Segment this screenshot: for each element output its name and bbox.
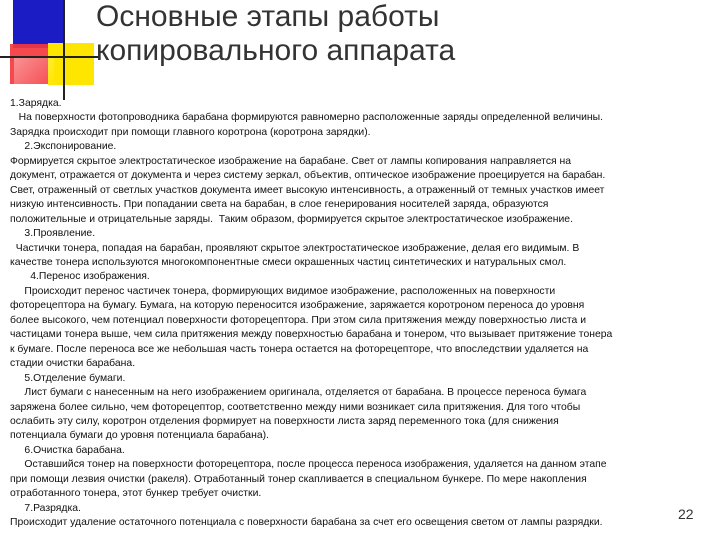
body-line: 3.Проявление. [10, 228, 96, 240]
body-line: Формируется скрытое электростатическое изображение на барабане. Свет от лампы копирования направляется на [10, 155, 572, 167]
body-line: 6.Очистка барабана. [10, 444, 125, 456]
highlight-shape [14, 58, 54, 86]
body-line: к бумаге. После переноса все же небольшая часть тонера остается на фоторецепторе, что впоследствии удаляется на [10, 343, 589, 355]
blue-square-shape [13, 0, 63, 48]
body-line: потенциала бумаги до уровня потенциала барабана). [10, 430, 269, 442]
body-line: качестве тонера используются многокомпонентные смеси окрашенных частиц синтетических и натуральных смол. [10, 256, 567, 268]
body-line: при помощи лезвия очистки (ракеля). Отработанный тонер скапливается в специальном бункере. По мере накопления [10, 473, 587, 485]
slide-body-text [10, 97, 715, 531]
body-line: Оставшийся тонер на поверхности фоторецептора, после процесса переноса изображения, удаляется на данном этапе [10, 459, 607, 471]
body-line: 7.Разрядка. [10, 502, 81, 514]
body-line: ослабить эту силу, коротрон отделения формирует на поверхности листа заряд переменного тока (для снижения [10, 415, 559, 427]
body-line: Происходит перенос частичек тонера, формирующих видимое изображение, расположенных на поверхности [10, 285, 556, 297]
body-line: заряжена более сильно, чем фоторецептор, соответственно между ними возникает сила притяжения. Для того чтобы [10, 401, 581, 413]
horizontal-line [0, 56, 100, 58]
body-line: 2.Экспонирование. [10, 141, 117, 153]
body-line: фоторецептора на бумагу. Бумага, на которую переносится изображение, заряжается коротроном переноса до уровня [10, 300, 585, 312]
body-line: 1.Зарядка. [10, 98, 62, 109]
body-line: Зарядка происходит при помощи главного коротрона (коротрона зарядки). [10, 126, 371, 138]
title-line-1: Основные этапы работы [96, 0, 440, 33]
page-number: 22 [678, 506, 694, 522]
yellow-square-shape [48, 43, 94, 85]
title-line-2: копировального аппарата [96, 34, 456, 67]
body-line: На поверхности фотопроводника барабана формируются равномерно расположенные заряды определенной величины. [10, 112, 604, 124]
body-line: Частички тонера, попадая на барабан, проявляют скрытое электростатическое изображение, делая его видимым. В [10, 242, 580, 254]
body-line: стадии очистки барабана. [10, 358, 136, 370]
vertical-line [63, 0, 65, 100]
body-line: 4.Перенос изображения. [10, 271, 150, 283]
body-line: низкую интенсивность. При попадании света на барабан, в слое генерирования носителей заряда, образуются [10, 199, 549, 211]
body-line: отработанного тонера, этот бункер требует очистки. [10, 488, 262, 500]
body-line: документ, отражается от документа и через систему зеркал, объектив, оптическое изображение проецируется на барабан. [10, 170, 606, 182]
logo-decoration [0, 0, 100, 100]
body-line: Свет, отраженный от светлых участков документа имеет высокую интенсивность, а отраженный от темных участков имеет [10, 184, 605, 196]
body-line: положительные и отрицательные заряды. Таким образом, формируется скрытое электростатическое изображение. [10, 213, 573, 225]
body-line: 5.Отделение бумаги. [10, 372, 126, 384]
body-line: Происходит удаление остаточного потенциала с поверхности барабана за счет его освещения светом от лампы разрядки. [10, 517, 603, 529]
body-line: Лист бумаги с нанесенным на него изображением оригинала, отделяется от барабана. В процессе переноса бумага [10, 387, 587, 399]
body-line: частицами тонера выше, чем сила притяжения между поверхностью барабана и тонером, что вызывает притяжение тонера [10, 329, 613, 341]
body-line: более высокого, чем потенциал поверхности фоторецептора. При этом сила притяжения между поверхностью листа и [10, 314, 587, 326]
slide-title [96, 0, 706, 68]
